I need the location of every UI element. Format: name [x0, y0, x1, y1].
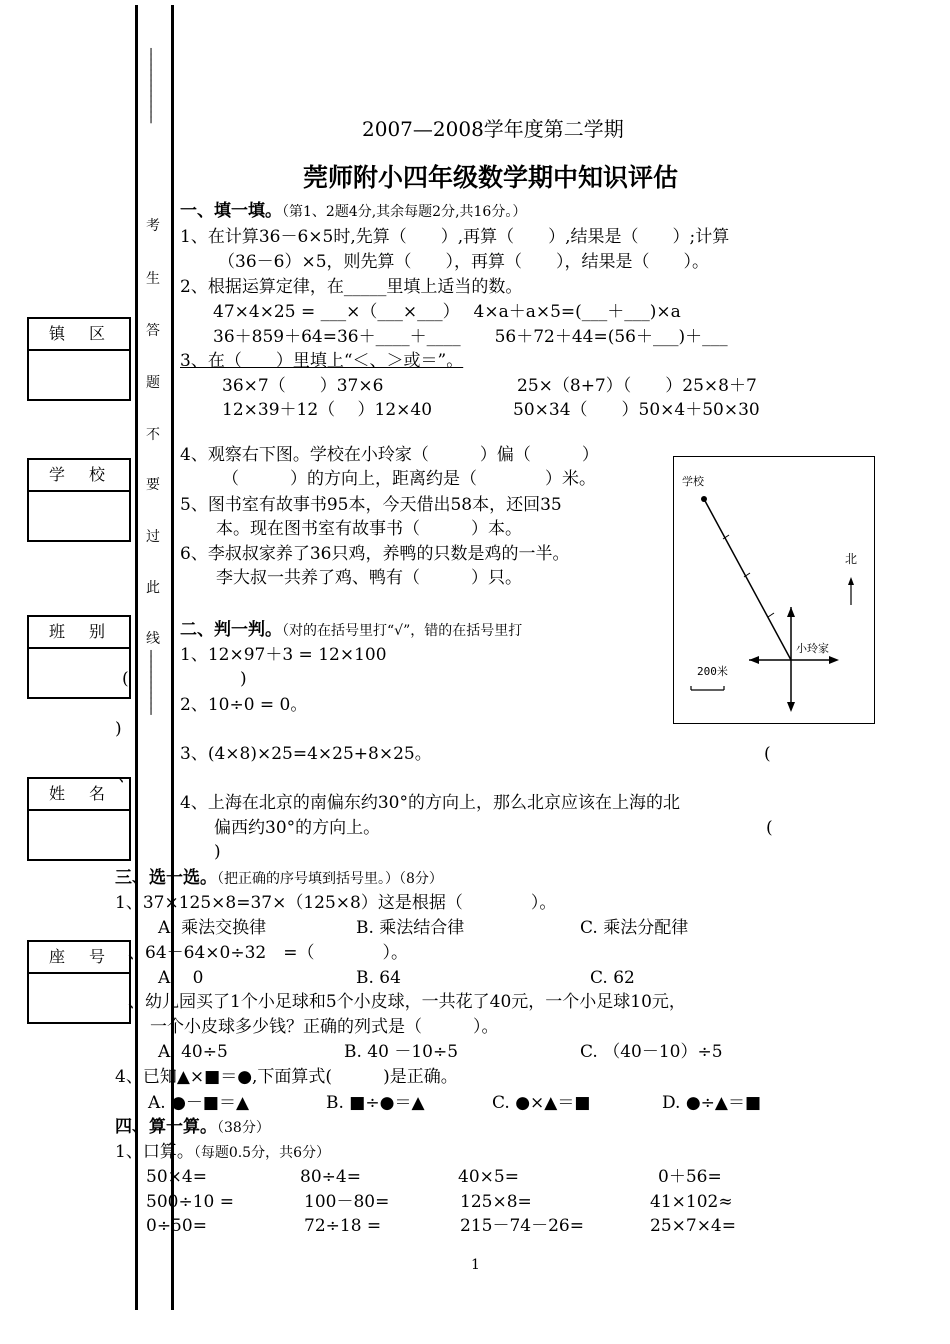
name-field[interactable]	[29, 811, 129, 859]
s4-q1-label: 1、口算。	[115, 1142, 194, 1162]
s1-q6-line1: 6、李叔叔家养了36只鸡，养鸭的只数是鸡的一半。	[180, 544, 570, 564]
calc-cell: 40×5=	[458, 1167, 519, 1187]
s1-q4-line1: 4、观察右下图。学校在小玲家（ ）偏（ ）	[180, 445, 599, 465]
seat-label: 座号	[29, 942, 129, 974]
s1-q1-line1: 1、在计算36－6×5时,先算（ ）,再算（ ）,结果是（ ）;计算	[180, 227, 730, 247]
seat-field[interactable]	[29, 974, 129, 1022]
section-2-note: （对的在括号里打“√”，错的在括号里打	[282, 623, 523, 639]
s3-q1-option-a: A. 乘法交换律	[158, 918, 267, 938]
seal-char: 题	[146, 375, 160, 391]
route-tick	[768, 613, 774, 617]
route-line	[704, 499, 791, 660]
calc-cell: 215－74－26=	[460, 1216, 584, 1236]
s3-q4-option-a: A. ●－■＝▲	[148, 1093, 250, 1113]
class-box	[27, 615, 131, 699]
binding-line-right	[171, 5, 174, 1310]
seal-char: 考	[146, 218, 160, 234]
school-label: 学校	[29, 460, 129, 492]
seal-char: 生	[146, 271, 160, 287]
s2-q4-paren: (	[766, 818, 773, 838]
cut-dashes-top: ──────────────	[144, 48, 158, 122]
s2-q1-paren: )	[240, 669, 247, 689]
calc-cell: 72÷18 =	[304, 1216, 382, 1236]
section-4-title: 四、算一算。	[115, 1117, 217, 1137]
north-arrow-icon	[848, 577, 854, 585]
binding-line-left	[135, 5, 138, 1310]
axis-arrow	[749, 656, 759, 664]
school-box	[27, 458, 131, 542]
section-3-note: （把正确的序号填到括号里。）（8分）	[217, 871, 443, 887]
term-title: 2007—2008学年度第二学期	[362, 117, 624, 141]
calc-cell: 25×7×4=	[650, 1216, 736, 1236]
page-number: 1	[471, 1257, 480, 1273]
s3-q1-option-c: C. 乘法分配律	[580, 918, 689, 938]
seal-char: 要	[146, 477, 160, 493]
s2-q4-line1: 4、上海在北京的南偏东约30°的方向上，那么北京应该在上海的北	[180, 793, 680, 813]
s1-q3-a: 36×7（ ）37×6	[222, 376, 384, 396]
section-3-title: 三、选一选。	[115, 868, 217, 888]
axis-arrow	[829, 656, 839, 664]
name-box	[27, 777, 131, 861]
cut-dashes-bottom: ────────────	[144, 650, 158, 713]
s3-q4-option-d: D. ●÷▲＝■	[662, 1093, 762, 1113]
calc-cell: 100－80=	[304, 1192, 390, 1212]
s2-stray-close: )	[115, 719, 122, 739]
axis-arrow	[787, 607, 795, 617]
s1-q3-d: 50×34（ ）50×4＋50×30	[513, 400, 760, 420]
section-3-heading	[115, 867, 443, 890]
s2-stray-comma: 、	[118, 766, 135, 786]
s2-q3-paren: (	[764, 744, 771, 764]
s1-q2-line2: 36＋859＋64=36＋____＋____ 56＋72＋44=(56＋___)＋___	[213, 327, 728, 347]
s3-q3-option-a: A. 40÷5	[158, 1042, 228, 1062]
s3-q4-option-b: B. ■÷●＝▲	[326, 1093, 425, 1113]
s2-q3: 3、(4×8)×25=4×25+8×25。	[180, 744, 432, 764]
seat-box	[27, 940, 131, 1024]
section-2-heading	[180, 619, 522, 642]
s2-q1: 1、12×97＋3 = 12×100	[180, 645, 387, 665]
s3-q2-option-a: A. 0	[158, 968, 204, 988]
section-4-heading	[115, 1116, 270, 1139]
seal-char: 过	[146, 529, 160, 545]
s1-q6-line2: 李大叔一共养了鸡、鸭有（ ）只。	[216, 568, 522, 588]
seal-char: 此	[146, 580, 160, 596]
s1-q2: 2、根据运算定律，在_____里填上适当的数。	[180, 277, 523, 297]
s1-q2-line1: 47×4×25 = ___×（___×___） 4×a＋a×5=(___＋___)×a	[213, 302, 681, 322]
map-home-label: 小玲家	[796, 642, 829, 655]
map-scale-label: 200米	[697, 665, 728, 678]
seal-char: 不	[146, 427, 160, 443]
s3-q3-line2: 一个小皮球多少钱？正确的列式是（ ）。	[150, 1017, 499, 1037]
section-1-title: 一、填一填。	[180, 201, 282, 221]
calc-cell: 125×8=	[460, 1192, 532, 1212]
seal-char: 线	[146, 631, 160, 647]
s1-q3-c: 12×39＋12（ ）12×40	[222, 400, 433, 420]
school-field[interactable]	[29, 492, 129, 540]
s1-q1-line2: （36－6）×5，则先算（ ），再算（ ），结果是（ ）。	[218, 252, 710, 272]
s2-q4-paren-close: )	[214, 842, 221, 862]
s3-q4-option-c: C. ●×▲＝■	[492, 1093, 591, 1113]
s1-q3-b: 25×（8+7）（ ）25×8＋7	[517, 376, 757, 396]
s3-q3-option-c: C. （40－10）÷5	[580, 1042, 723, 1062]
direction-map	[673, 456, 875, 724]
class-field[interactable]	[29, 649, 129, 697]
axis-arrow	[787, 702, 795, 712]
name-label: 姓名	[29, 779, 129, 811]
s2-stray-open: (	[122, 669, 129, 689]
s2-q2: 2、10÷0 = 0。	[180, 695, 308, 715]
s3-q4: 4、已知▲×■＝●,下面算式( )是正确。	[115, 1067, 458, 1087]
s4-q1-note: （每题0.5分，共6分）	[193, 1145, 330, 1161]
s4-q1	[115, 1141, 330, 1164]
s3-q1-option-b: B. 乘法结合律	[356, 918, 465, 938]
calc-cell: 50×4=	[146, 1167, 207, 1187]
calc-cell: 80÷4=	[300, 1167, 361, 1187]
s3-q2-option-c: C. 62	[590, 968, 635, 988]
town-field[interactable]	[29, 351, 129, 399]
calc-cell: 41×102≈	[650, 1192, 733, 1212]
school-dot	[701, 496, 707, 502]
calc-cell: 0＋56=	[658, 1167, 722, 1187]
calc-cell: 0÷50=	[146, 1216, 207, 1236]
exam-title: 莞师附小四年级数学期中知识评估	[303, 163, 679, 192]
map-school-label: 学校	[682, 475, 704, 488]
s1-q4-line2: （ ）的方向上，距离约是（ ）米。	[222, 469, 596, 489]
section-1-note: （第1、2题4分,其余每题2分,共16分。）	[282, 204, 527, 220]
s3-q3-line1: 、幼儿园买了1个小足球和5个小皮球，一共花了40元，一个小足球10元，	[128, 992, 686, 1012]
s3-q2: 、64－64×0÷32 =（ ）。	[128, 943, 408, 963]
section-2-title: 二、判一判。	[180, 620, 282, 640]
town-box	[27, 317, 131, 401]
s3-q3-option-b: B. 40 －10÷5	[344, 1042, 459, 1062]
class-label: 班别	[29, 617, 129, 649]
s2-q4-line2: 偏西约30°的方向上。	[214, 818, 381, 838]
map-north-label: 北	[845, 552, 858, 566]
s1-q5-line1: 5、图书室有故事书95本，今天借出58本，还回35	[180, 495, 562, 515]
section-4-note: （38分）	[217, 1120, 270, 1136]
s1-q3: 3、在（ ）里填上“＜、＞或＝”。	[180, 351, 464, 371]
map-svg	[674, 457, 874, 723]
s1-q5-line2: 本。现在图书室有故事书（ ）本。	[216, 519, 522, 539]
town-label: 镇区	[29, 319, 129, 351]
section-1-heading	[180, 200, 526, 223]
calc-cell: 500÷10 =	[146, 1192, 234, 1212]
s3-q1: 1、37×125×8=37×（125×8）这是根据（ ）。	[115, 893, 557, 913]
s3-q2-option-b: B. 64	[356, 968, 401, 988]
seal-char: 答	[146, 323, 160, 339]
